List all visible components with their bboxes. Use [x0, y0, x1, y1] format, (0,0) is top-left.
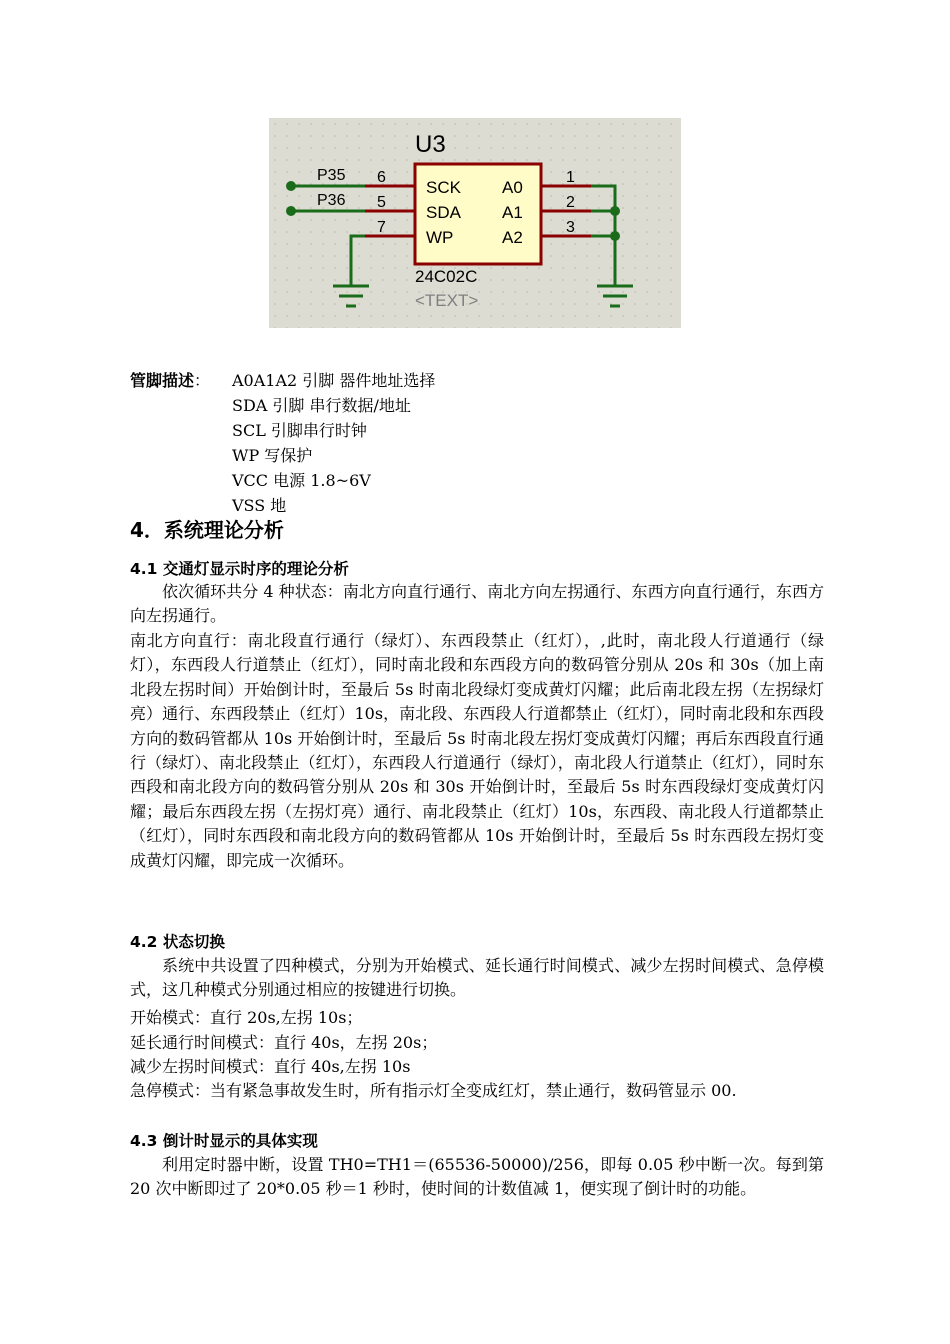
pin-name-a2: A2	[502, 228, 523, 247]
pin-number-3: 3	[566, 219, 575, 236]
paragraph: 急停模式：当有紧急事故发生时，所有指示灯全变成红灯，禁止通行，数码管显示 00.	[130, 1081, 737, 1100]
pin-name-a0: A0	[502, 178, 523, 197]
subsection-heading-4-2: 4.2 状态切换	[130, 933, 225, 951]
chip-reference: U3	[415, 131, 446, 158]
section-heading: 4．系统理论分析	[130, 518, 284, 542]
pin-name-sck: SCK	[426, 178, 461, 197]
eeprom-schematic-figure	[269, 118, 681, 328]
net-label-p36: P36	[317, 192, 346, 209]
pin-number-7: 7	[377, 219, 386, 236]
paragraph: 依次循环共分 4 种状态：南北方向直行通行、南北方向左拐通行、东西方向直行通行，东西方向左拐通行。	[130, 582, 824, 626]
a1-junction-dot	[610, 206, 620, 216]
pin-desc-line: VSS 地	[232, 496, 287, 515]
pin-desc-line: A0A1A2 引脚 器件地址选择	[232, 371, 436, 390]
p35-junction-dot	[286, 181, 296, 191]
mode-line: 减少左拐时间模式：直行 40s,左拐 10s	[130, 1057, 411, 1076]
pin-number-6: 6	[377, 169, 386, 186]
pin-desc-line: SCL 引脚串行时钟	[232, 421, 367, 440]
mode-line: 延长通行时间模式：直行 40s，左拐 20s；	[130, 1033, 438, 1052]
chip-part-number: 24C02C	[415, 267, 478, 286]
pin-name-a1: A1	[502, 203, 523, 222]
a2-junction-dot	[610, 231, 620, 241]
subsection-heading-4-3: 4.3 倒计时显示的具体实现	[130, 1132, 318, 1150]
paragraph: 系统中共设置了四种模式，分别为开始模式、延长通行时间模式、减少左拐时间模式、急停模式，这几种模式分别通过相应的按键进行切换。	[130, 956, 824, 1000]
pin-name-sda: SDA	[426, 203, 461, 222]
paragraph: 南北方向直行：南北段直行通行（绿灯）、东西段禁止（红灯），,此时，南北段人行道通行（绿灯），东西段人行道禁止（红灯），同时南北段和东西段方向的数码管分别从 20s 和 30s（加上南北段左拐时间）开始倒计时，至最后 5s 时南北段绿灯变成黄灯闪耀；此后南北段左拐（左拐绿灯亮）通行、东西段禁止（红灯）10s，南北段、东西段人行道都禁止（红灯），同时南北段和东西段方向的数码管都从 10s 开始倒计时，至最后 5s 时南北段左拐灯变成黄灯闪耀；再后东西段直行通行（绿灯）、南北段禁止（红灯），东西段人行道通行（绿灯），南北段人行道禁止（红灯），同时东西段和南北段方向的数码管分别从 20s 和 30s 开始倒计时，至最后 5s 时东西段绿灯变成黄灯闪耀；最后东西段左拐（左拐灯亮）通行、南北段禁止（红灯）10s，东西段、南北段人行道都禁止（红灯），同时东西段和南北段方向的数码管都从 10s 开始倒计时，至最后 5s 时东西段左拐灯变成黄灯闪耀，即完成一次循环。	[130, 631, 824, 870]
pin-desc-line: WP 写保护	[232, 446, 313, 465]
chip-text-placeholder: <TEXT>	[415, 291, 479, 310]
subsection-heading-4-1: 4.1 交通灯显示时序的理论分析	[130, 560, 349, 578]
net-label-p35: P35	[317, 167, 346, 184]
pin-number-5: 5	[377, 194, 386, 211]
pin-desc-line: VCC 电源 1.8~6V	[232, 471, 371, 490]
pin-desc-line: SDA 引脚 串行数据/地址	[232, 396, 411, 415]
pin-number-1: 1	[566, 169, 575, 186]
pin-name-wp: WP	[426, 228, 454, 247]
pin-number-2: 2	[566, 194, 575, 211]
p36-junction-dot	[286, 206, 296, 216]
pin-description-label: 管脚描述	[130, 371, 195, 390]
paragraph: 利用定时器中断，设置 TH0=TH1＝(65536-50000)/256，即每 0.05 秒中断一次。每到第 20 次中断即过了 20*0.05 秒＝1 秒时，使时间的计数值减 1，便实现了倒计时的功能。	[130, 1155, 824, 1199]
mode-line: 开始模式：直行 20s,左拐 10s；	[130, 1008, 363, 1027]
